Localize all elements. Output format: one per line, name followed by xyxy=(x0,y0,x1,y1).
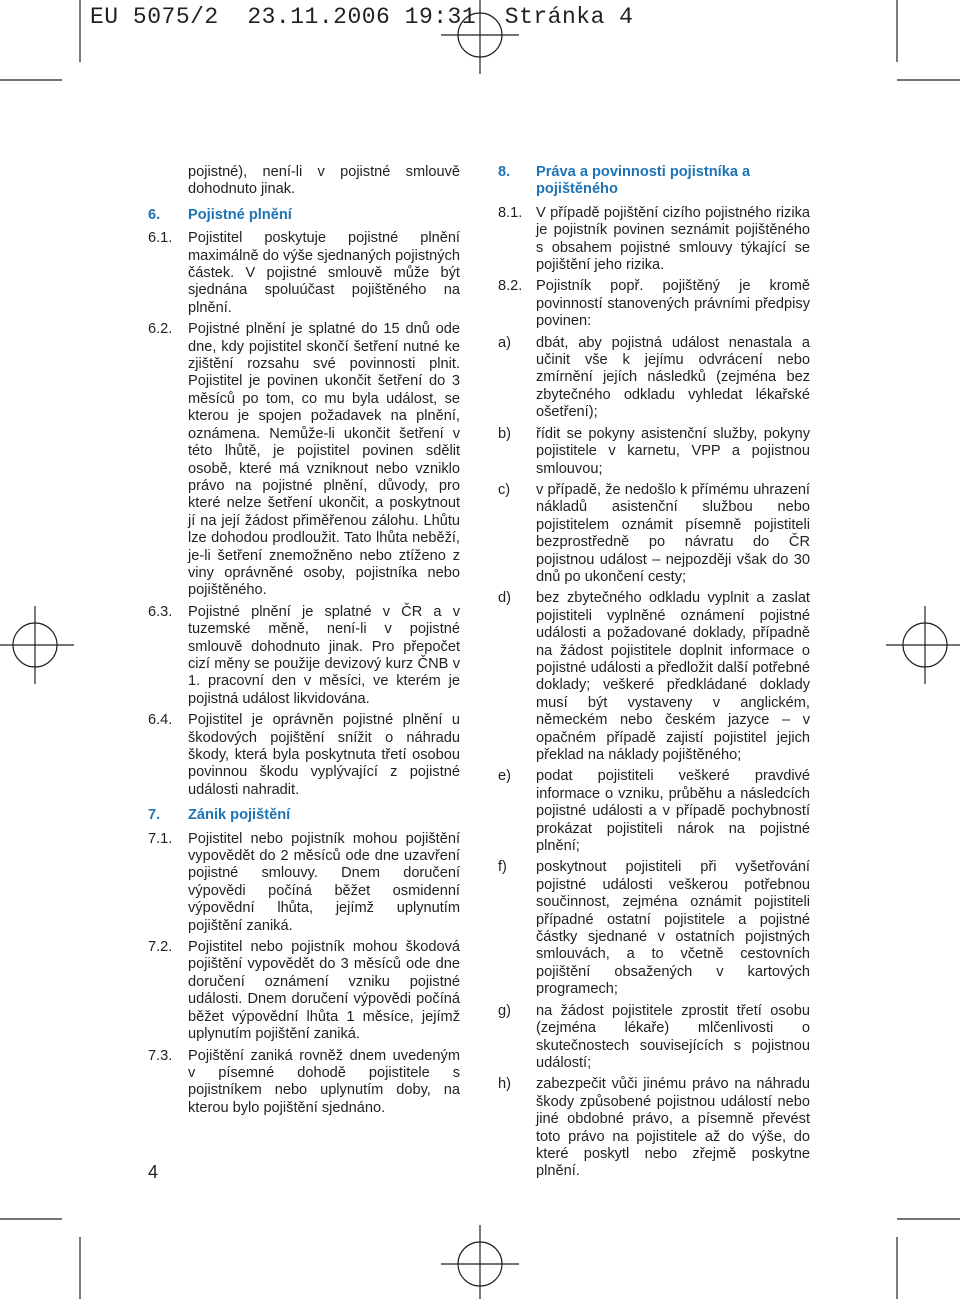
section-title: Zánik pojištění xyxy=(188,807,291,824)
clause-number: 6.3. xyxy=(148,603,173,620)
list-text: dbát, aby pojistná událost nenastala a učinit vše k jejímu odvrácení nebo zmírnění jejích následků (zejména bez zbytečného odkladu vyhledat lékařské ošetření); xyxy=(536,334,810,421)
list-text: v případě, že nedošlo k přímému uhrazení nákladů asistenční službou nebo pojistitelem oznámit písemně pojistiteli bezprostředně po návratu do ČR pojistnou událost – nejpozději však do 30 dnů po ukončení cesty; xyxy=(536,481,810,585)
list-text: řídit se pokyny asistenční služby, pokyny pojistitele v karnetu, VPP a pojistnou smlouvou; xyxy=(536,425,810,477)
clause-number: 7.2. xyxy=(148,939,173,956)
print-slug: EU 5075/2 23.11.2006 19:31 Stránka 4 xyxy=(90,4,634,30)
clause-number: 6.2. xyxy=(148,321,173,338)
clause-number: 8.1. xyxy=(498,204,523,221)
clause-text: Pojistitel nebo pojistník mohou škodová pojištění vypovědět do 3 měsíců ode dne doručení oznámení vzniku pojistné události. Dnem doručení výpovědi počíná běžet výpovědní lhůta 1 měsíce, jejímž uplynutím pojištění zaniká. xyxy=(188,939,460,1043)
clause-7-1 xyxy=(148,831,460,935)
clause-text: Pojistitel poskytuje pojistné plnění maximálně do výše sjednaných pojistných částek. V pojistné smlouvě může být sjednána spoluúčast pojištěného na plnění. xyxy=(188,230,460,316)
right-column xyxy=(498,164,810,1181)
clause-text: Pojistník popř. pojištěný je kromě povinností stanovených právními předpisy povinen: xyxy=(536,278,810,330)
clause-text: Pojištění zaniká rovněž dnem uvedeným v písemné dohodě pojistitele s pojistníkem nebo uplynutím doby, na kterou bylo pojištění sjednáno. xyxy=(188,1047,460,1116)
list-text: poskytnout pojistiteli při vyšetřování pojistné události veškerou potřebnou součinnost, zejména oznámit pojistiteli případné ostatní pojistitele a pojistné částky sjednané v ostatních pojistných smlouvách, a to včetně cestovních pojištění obsažených v kartových programech; xyxy=(536,859,810,998)
list-letter: e) xyxy=(498,768,511,785)
list-item-f xyxy=(498,859,810,998)
list-letter: d) xyxy=(498,590,511,607)
clause-6-4 xyxy=(148,712,460,799)
list-letter: b) xyxy=(498,425,511,442)
page-number: 4 xyxy=(148,1162,159,1182)
left-column xyxy=(148,164,460,1117)
clause-6-2 xyxy=(148,321,460,600)
list-text: bez zbytečného odkladu vyplnit a zaslat pojistiteli vyplněné oznámení pojistné události a požadované doklady, případně na žádost pojistitele doplnit informace o pojistné události a předložit další potřebné doklady; veškeré předkládané doklady musí být vystaveny v anglickém, německém nebo českém jazyce – v opačném případě zajistí pojistitel jejich překlad na náklady pojištěného; xyxy=(536,590,810,763)
list-item-e xyxy=(498,768,810,855)
list-letter: c) xyxy=(498,481,511,498)
clause-text: V případě pojištění cizího pojistného rizika je pojistník povinen seznámit pojištěného s obsahem pojistné smlouvy týkající se pojištění jeho rizika. xyxy=(536,204,810,274)
list-letter: h) xyxy=(498,1076,511,1093)
list-item-a xyxy=(498,335,810,422)
clause-8-2 xyxy=(498,278,810,330)
section-number: 7. xyxy=(148,807,161,824)
clause-text: Pojistitel nebo pojistník mohou pojištění vypovědět do 2 měsíců ode dne uzavření pojistné smlouvy. Dnem doručení výpovědi počíná běžet osmidenní výpovědní lhůta, jejímž uplynutím pojištění zaniká. xyxy=(188,830,460,934)
continuation-paragraph xyxy=(148,164,460,199)
list-text: na žádost pojistitele zprostit třetí osobu (zejména lékaře) mlčenlivosti o skutečnostech souvisejících s pojistnou událostí; xyxy=(536,1002,810,1071)
clause-7-3 xyxy=(148,1048,460,1118)
list-item-h xyxy=(498,1076,810,1180)
list-text: podat pojistiteli veškeré pravdivé informace o vzniku, průběhu a následcích pojistné události a v případě pochybností prokázat pojistiteli nárok na pojistné plnění; xyxy=(536,768,810,855)
clause-number: 7.3. xyxy=(148,1047,173,1064)
clause-number: 7.1. xyxy=(148,830,173,847)
list-item-c xyxy=(498,482,810,586)
section-number: 8. xyxy=(498,164,511,180)
section-title: Pojistné plnění xyxy=(188,206,292,223)
list-letter: g) xyxy=(498,1002,511,1019)
clause-text: Pojistitel je oprávněn pojistné plnění u škodových pojištění snížit o náhradu škody, která byla poskytnuta třetí osobou povinnou škodu vyplývající z pojistné události nahradit. xyxy=(188,712,460,798)
list-letter: a) xyxy=(498,334,511,351)
section-title: Práva a povinnosti pojistníka a pojištěného xyxy=(536,164,751,198)
clause-number: 8.2. xyxy=(498,278,523,295)
clause-7-2 xyxy=(148,939,460,1043)
section-number: 6. xyxy=(148,206,161,223)
clause-6-3 xyxy=(148,604,460,708)
section-6-heading xyxy=(148,207,460,224)
list-letter: f) xyxy=(498,859,507,876)
section-7-heading xyxy=(148,807,460,824)
clause-text: Pojistné plnění je splatné v ČR a v tuzemské měně, není-li v pojistné smlouvě dohodnuto jinak. Pro přepočet cizí měny se použije devizový kurz ČNB v 1. pracovní den v měsíci, ve kterém je pojistná událost likvidována. xyxy=(188,603,460,707)
continuation-text: pojistné), není-li v pojistné smlouvě dohodnuto jinak. xyxy=(188,164,460,198)
list-item-d xyxy=(498,590,810,764)
list-text: zabezpečit vůči jinému právo na náhradu škody způsobené pojistnou událostí nebo jiné obdobné právo, a písemně převést toto právo na pojistitele až do výše, do které poskytl nebo zřejmě poskytne plnění. xyxy=(536,1076,810,1180)
clause-number: 6.1. xyxy=(148,230,173,247)
clause-6-1 xyxy=(148,230,460,317)
clause-number: 6.4. xyxy=(148,712,173,729)
clause-text: Pojistné plnění je splatné do 15 dnů ode dne, kdy pojistitel skončí šetření nutné ke zjištění rozsahu své povinnosti plnit. Pojistitel je povinen ukončit šetření do 3 měsíců po tom, co mu byla událost, se kterou je spojen požadavek na plnění, oznámena. Nemůže-li ukončit šetření v této lhůtě, je pojistitel povinen sdělit osobě, které má vzniknout nebo vzniklo právo na pojistné plnění, důvody, pro které nelze šetření ukončit, a poskytnout jí na její žádost přiměřenou zálohu. Lhůtu lze dohodou prodloužit. Tato lhůta neběží, je-li šetření znemožněno nebo ztíženo z viny oprávněné osoby, pojistníka nebo pojištěného. xyxy=(188,321,460,599)
section-8-heading xyxy=(498,164,810,199)
clause-8-1 xyxy=(498,205,810,275)
list-item-g xyxy=(498,1003,810,1073)
list-item-b xyxy=(498,426,810,478)
